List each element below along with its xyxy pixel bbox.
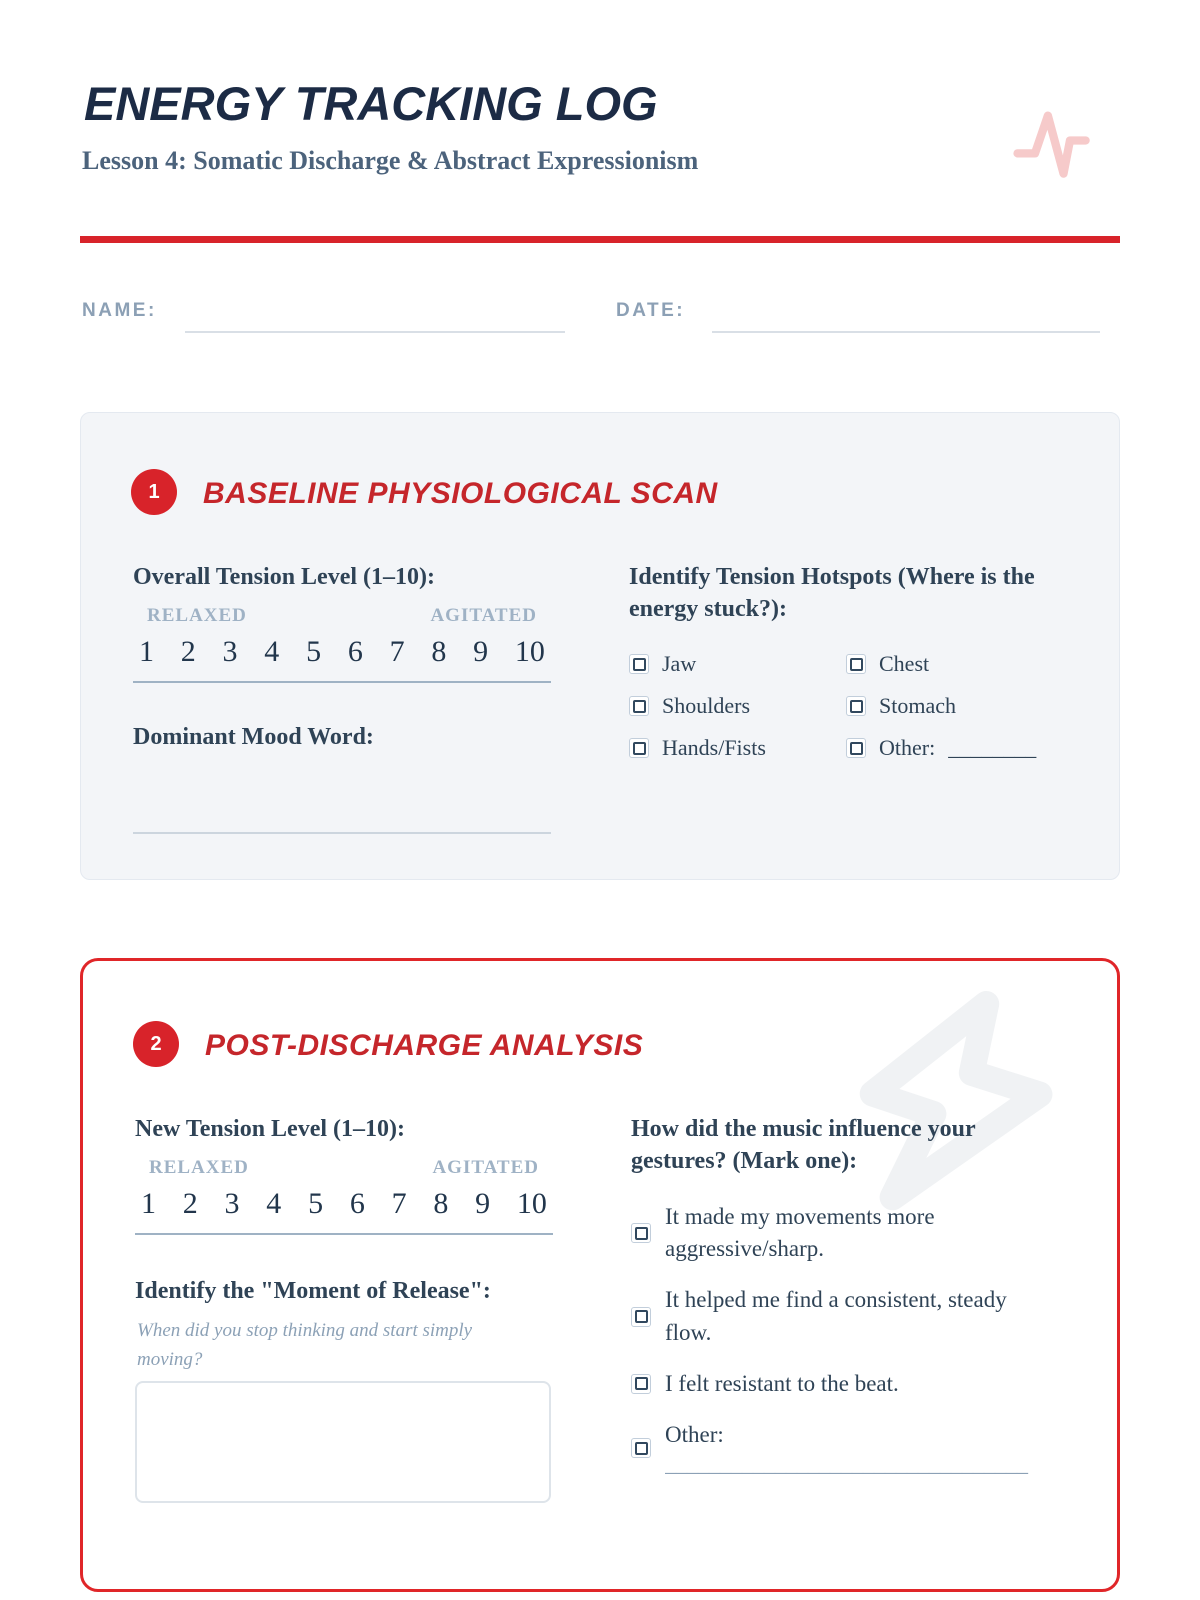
hotspots-label: Identify Tension Hotspots (Where is the energy stuck?): [629,564,1035,623]
scale-number-9[interactable]: 9 [473,635,489,668]
scale-relaxed-label: RELAXED [147,605,247,626]
scale-number-1[interactable]: 1 [141,1187,156,1220]
new-tension-label: New Tension Level (1–10): [135,1116,405,1142]
option-aggressive-sharp[interactable] [631,1201,1043,1265]
heartbeat-pulse-icon [1012,100,1104,197]
scale-number-2[interactable]: 2 [180,635,196,668]
section-post-discharge [80,958,1120,1592]
section2-number: 2 [150,1032,162,1055]
scale-number-6[interactable]: 6 [347,635,363,668]
checkbox-icon[interactable] [629,696,649,716]
scale-number-3[interactable]: 3 [222,635,238,668]
hotspot-label: Hands/Fists [662,735,766,760]
hotspot-label: Shoulders [662,693,750,718]
hotspot-shoulders[interactable] [629,693,846,719]
option-steady-flow[interactable] [631,1284,1043,1348]
scale-number-7[interactable]: 7 [389,635,405,668]
checkbox-icon[interactable] [629,738,649,758]
hotspot-hands-fists[interactable] [629,735,846,761]
checkbox-icon[interactable] [846,696,866,716]
hotspot-jaw[interactable] [629,651,846,677]
checkbox-icon[interactable] [631,1307,651,1327]
moment-of-release-label: Identify the "Moment of Release": [135,1278,491,1304]
hotspot-label: Jaw [662,651,697,676]
checkbox-icon[interactable] [631,1374,651,1394]
hotspot-chest[interactable] [846,651,1089,677]
name-input-line[interactable] [185,331,565,333]
section1-number: 1 [148,480,160,503]
checkbox-icon[interactable] [631,1438,651,1458]
option-resistant-to-beat[interactable] [631,1368,1043,1400]
section2-number-badge [133,1021,179,1067]
new-tension-scale-numbers [135,1187,553,1235]
option-label: It helped me find a consistent, steady flow. [665,1287,1007,1345]
scale-number-5[interactable]: 5 [306,635,322,668]
tension-scale-numbers [133,635,551,683]
option-other-input-line[interactable]: _________________________________ [665,1451,1028,1477]
hotspot-other[interactable] [846,735,1089,761]
scale-number-10[interactable]: 10 [516,1187,547,1220]
tension-scale-2 [135,1157,553,1235]
scale-number-8[interactable]: 8 [431,635,447,668]
checkbox-icon[interactable] [846,654,866,674]
release-textbox[interactable] [135,1381,551,1503]
section2-title: POST-DISCHARGE ANALYSIS [205,1029,644,1062]
section1-number-badge [131,469,177,515]
hotspots-grid [629,651,1089,761]
hotspot-other-input-line[interactable]: ________ [948,735,1037,760]
hotspot-other-label: Other: [879,735,936,760]
scale-agitated-label: AGITATED [430,605,537,626]
music-influence-label: How did the music influence your gestures? (Mark one): [631,1116,976,1175]
scale-number-7[interactable]: 7 [391,1187,407,1220]
release-hint-text: When did you stop thinking and start simply moving? [137,1320,473,1370]
scale-number-4[interactable]: 4 [264,635,280,668]
scale-number-3[interactable]: 3 [224,1187,240,1220]
scale-number-1[interactable]: 1 [139,635,154,668]
scale-number-9[interactable]: 9 [475,1187,491,1220]
option-label: It made my movements more aggressive/sharp. [665,1204,935,1262]
checkbox-icon[interactable] [846,738,866,758]
name-label: NAME: [82,300,157,321]
scale-number-8[interactable]: 8 [433,1187,449,1220]
mood-word-label: Dominant Mood Word: [133,724,374,750]
music-options-list [631,1201,1043,1477]
option-label: I felt resistant to the beat. [665,1370,899,1396]
scale-agitated-label: AGITATED [432,1157,539,1178]
scale-number-5[interactable]: 5 [308,1187,324,1220]
date-label: DATE: [616,300,686,321]
date-input-line[interactable] [712,331,1100,333]
scale-number-10[interactable]: 10 [514,635,545,668]
checkbox-icon[interactable] [629,654,649,674]
scale-number-4[interactable]: 4 [266,1187,282,1220]
mood-word-input-line[interactable] [133,832,551,834]
scale-number-2[interactable]: 2 [182,1187,198,1220]
tension-level-label: Overall Tension Level (1–10): [133,564,435,590]
option-other[interactable] [631,1419,1043,1477]
page-title: ENERGY TRACKING LOG [84,77,658,130]
tension-scale-1 [133,605,551,683]
page-subtitle: Lesson 4: Somatic Discharge & Abstract Expressionism [82,146,699,175]
hotspot-label: Chest [879,651,930,676]
checkbox-icon[interactable] [631,1223,651,1243]
header-divider [80,236,1120,243]
hotspot-stomach[interactable] [846,693,1089,719]
section-baseline-scan [80,412,1120,880]
hotspot-label: Stomach [879,693,956,718]
scale-number-6[interactable]: 6 [349,1187,365,1220]
scale-relaxed-label: RELAXED [149,1157,249,1178]
section1-title: BASELINE PHYSIOLOGICAL SCAN [203,477,718,510]
option-other-label: Other: [665,1421,724,1447]
